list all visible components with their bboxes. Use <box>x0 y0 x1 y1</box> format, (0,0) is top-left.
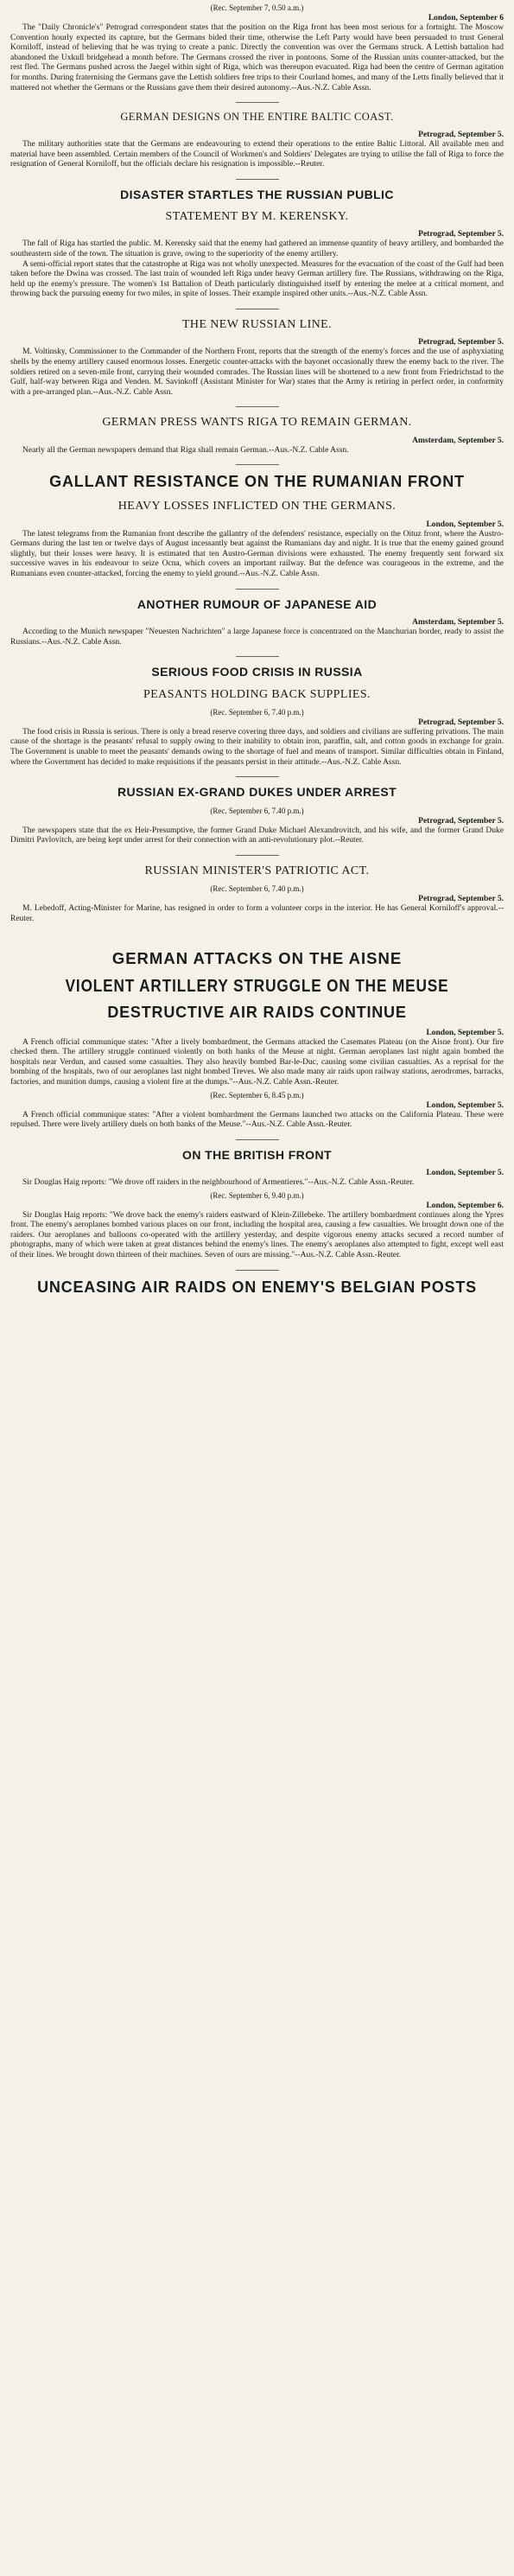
place-dateline: Petrograd, September 5. <box>418 895 504 904</box>
place-dateline: Petrograd, September 5. <box>418 717 504 727</box>
headline: GERMAN PRESS WANTS RIGA TO REMAIN GERMAN. <box>102 416 412 430</box>
place-dateline: Petrograd, September 5. <box>418 230 504 239</box>
article-paragraph: The military authorities state that the Germans are endeavouring to extend their operations to the entire Baltic Littoral. All available men and material have been assembled. Certain members of the Council of Workmen's and Soldiers' Delegates are trying to utilise the fall of Riga to force the resignation of General Korniloff, but the officials declare his resignation is impossible.--Reuter. <box>10 139 504 169</box>
place-dateline: London, September 5. <box>426 1169 504 1178</box>
headline: STATEMENT BY M. KERENSKY. <box>165 210 349 224</box>
headline: VIOLENT ARTILLERY STRUGGLE ON THE MEUSE <box>65 976 449 996</box>
headline: GERMAN ATTACKS ON THE AISNE <box>111 949 403 968</box>
article-paragraph: According to the Munich newspaper "Neuesten Nachrichten" a large Japanese force is concentrated on the Manchurian border, ready to assist the Russians.--Aus.-N.Z. Cable Assn. <box>10 627 504 647</box>
headline: ANOTHER RUMOUR OF JAPANESE AID <box>136 596 378 611</box>
place-dateline: Amsterdam, September 5. <box>412 617 504 627</box>
place-dateline: Amsterdam, September 5. <box>412 436 504 445</box>
place-dateline: London, September 5. <box>426 1028 504 1037</box>
article-paragraph: A semi-official report states that the catastrophe at Riga was not wholly unexpected. Measures for the evacuation of the coast of the Gulf had been taken before the Dwina was crossed. The last train of wounded left Riga under heavy German artillery fire. The Russians, withdrawing on the Riga, held up the enemy's pressure. The women's 1st Battalion of Death particularly distinguished itself by entering the melee at a critical moment, and throwing back the pursuing enemy for two miles, in spite of losses. Their example inspired other units.--Aus.-N.Z. Cable Assn. <box>10 259 504 299</box>
received-dateline: (Rec. September 6, 8.45 p.m.) <box>210 1090 304 1100</box>
headline: THE NEW RUSSIAN LINE. <box>181 318 333 332</box>
article-paragraph: The food crisis in Russia is serious. There is only a bread reserve covering three days, and soldiers and civilians are suffering privations. The main cause of the shortage is the peasants' refusal to supply owing to their inability to obtain iron, paraffin, salt, and cotton goods in exchange for grain. The Government is unable to meet the peasants' demands owing to the shortage of fuel and means of transport. Similar difficulties obtain in Finland, where the Government has decided to make requisitions if the peasants persist in their attitude.--Aus.-N.Z. Cable Assn. <box>10 727 504 767</box>
place-dateline: London, September 5. <box>426 520 504 529</box>
place-dateline: London, September 5. <box>426 1100 504 1110</box>
headline: PEASANTS HOLDING BACK SUPPLIES. <box>143 687 371 701</box>
article-paragraph: A French official communique states: "After a violent bombardment the Germans launched two attacks on the California Plateau. These were repulsed. There were lively artillery duels on both banks of the Meuse."--Aus.-N.Z. Cable Assn.-Reuter. <box>10 1110 504 1130</box>
received-dateline: (Rec. September 7, 0.50 a.m.) <box>210 3 304 12</box>
section-divider <box>236 179 279 180</box>
article-paragraph: Sir Douglas Haig reports: "We drove back the enemy's raiders eastward of Klein-Zillebeke. The artillery bombardment continues along the Ypres front. The enemy's aeroplanes bombed various places on our front, including the hospital area, causing a few casualties. We brought down one of the raiders. Our aeroplanes and balloons co-operated with the artillery yesterday, and despite vigorous enemy attacks secured a record number of photographs, many of which were taken at great distances behind the enemy's lines. The enemy's aeroplanes also attempted to fight, except well east of their lines. We brought down thirteen of their machines. Seven of ours are missing."--Aus.-N.Z. Cable Assn.-Reuter. <box>10 1210 504 1260</box>
article-paragraph: The newspapers state that the ex Heir-Presumptive, the former Grand Duke Michael Alexandrovitch, and his wife, and the former Grand Duke Dimitri Pavlovitch, are being kept under arrest for their connection with an anti-revolutionary plot.--Reuter. <box>10 826 504 845</box>
article-paragraph: Sir Douglas Haig reports: "We drove off raiders in the neighbourhood of Armentieres."--Aus.-N.Z. Cable Assn.-Reuter. <box>22 1178 415 1188</box>
headline: UNCEASING AIR RAIDS ON ENEMY'S BELGIAN POSTS <box>37 1278 477 1296</box>
received-dateline: (Rec. September 6, 7.40 p.m.) <box>210 884 304 894</box>
place-dateline: London, September 6 <box>428 14 504 22</box>
place-dateline: London, September 6. <box>426 1201 504 1210</box>
newspaper-page <box>10 0 504 1296</box>
article-paragraph: The fall of Riga has startled the public. M. Kerensky said that the enemy had gathered an immense quantity of heavy artillery, and bombarded the southeastern side of the town. The situation is grave, owing to the superiority of the enemy artillery. <box>10 239 504 259</box>
headline: RUSSIAN MINISTER'S PATRIOTIC ACT. <box>144 864 370 877</box>
article-paragraph: The latest telegrams from the Rumanian front describe the gallantry of the defenders' resistance, especially on the Oituz front, where the Austro-Germans during the last ten or twelve days of August incessantly beat against the Rumanians day and night. It is true that the enemy gained ground slightly, but their losses were heavy. It is estimated that ten Austro-German divisions were exhausted. The enemy frequently sent forward six successive waves in his endeavour to seize Ocna, which covers an important railway. But the defence was courageous in the extreme, and the Rumanians even counter-attacked, forcing the enemy to yield ground.--Aus.-N.Z. Cable Assn. <box>10 529 504 578</box>
headline: DESTRUCTIVE AIR RAIDS CONTINUE <box>107 1003 407 1021</box>
headline: DISASTER STARTLES THE RUSSIAN PUBLIC <box>120 187 394 201</box>
place-dateline: Petrograd, September 5. <box>418 130 504 139</box>
place-dateline: Petrograd, September 5. <box>418 338 504 348</box>
headline: GERMAN DESIGNS ON THE ENTIRE BALTIC COAST. <box>120 111 394 124</box>
headline: ON THE BRITISH FRONT <box>182 1147 332 1162</box>
section-divider <box>236 656 279 657</box>
headline: SERIOUS FOOD CRISIS IN RUSSIA <box>151 665 363 679</box>
section-divider <box>236 855 279 856</box>
section-divider <box>236 589 279 590</box>
received-dateline: (Rec. September 6, 7.40 p.m.) <box>210 707 304 717</box>
article-paragraph: M. Lebedoff, Acting-Minister for Marine, has resigned in order to form a volunteer corps in the interior. He has General Korniloff's approval.--Reuter. <box>10 904 504 923</box>
section-divider <box>236 1139 279 1140</box>
article-paragraph: The "Daily Chronicle's" Petrograd correspondent states that the position on the Riga front has been most serious for a fortnight. The Moscow Convention hourly expected its capture, but the Germans bided their time, otherwise the Left Party would have been persuaded to trust General Korniloff, instead of believing that he was trying to create a panic. Directly the convention was over the Germans struck. A Lettish battalion had abandoned the Uxkull bridgehead a month before. The Germans crossed the river in pontoons. Some of the Russian units counter-attacked, but the rest fled. The Germans pushed across the Jaegel within sight of Riga, which was thereupon evacuated. Riga had been the centre of German agitation for months. During fraternising the Germans gave the Lettish soldiers free trips to their Courland homes, and many of the Letts finally believed that it mattered not whether the Germans or the Russians gave them their desired autonomy.--Aus.-N.Z. Cable Assn. <box>10 23 504 92</box>
headline: RUSSIAN EX-GRAND DUKES UNDER ARREST <box>117 785 397 800</box>
section-gap <box>10 924 504 941</box>
article-paragraph: A French official communique states: "After a lively bombardment, the Germans attacked the Casemates Plateau (on the Aisne front). Our fire checked them. The artillery struggle continued violently on both banks of the Meuse at night. German aeroplanes last night again bombed the hospitals near Verdun, and caused some casualties. They also heavily bombed Bar-le-Duc, causing some civilian casualties. As a reprisal for the bombing of the hospitals, two of our aeroplanes last night bombed Treves. We also made many air raids upon railway stations, aerodromes, barracks, factories, and munition dumps, causing a violent fire at the dumps."--Aus.-N.Z. Cable Assn.-Reuter. <box>10 1037 504 1087</box>
article-paragraph: M. Voltinsky, Commissioner to the Commander of the Northern Front, reports that the strength of the enemy's forces and the use of asphyxiating shells by the enemy artillery caused enormous losses. Energetic counter-attacks with the bayonet occasionally threw the enemy back to the river. The soldiers retired on a seven-mile front, carrying their wounded comrades. The Russian lines will be shortened to a new front from Friedrichstad to the Gulf, half-way between Riga and Venden. M. Savinkoff (Assistant Minister for War) states that the Army is retiring in perfect order, in conformity with a pre-arranged plan.--Aus.-N.Z. Cable Assn. <box>10 348 504 397</box>
place-dateline: Petrograd, September 5. <box>418 816 504 826</box>
received-dateline: (Rec. September 6, 9.40 p.m.) <box>210 1190 304 1200</box>
section-divider <box>236 1270 279 1271</box>
section-divider <box>236 464 279 465</box>
headline: GALLANT RESISTANCE ON THE RUMANIAN FRONT <box>49 473 465 491</box>
article-paragraph: Nearly all the German newspapers demand that Riga shall remain German.--Aus.-N.Z. Cable Assn. <box>22 445 349 455</box>
section-divider <box>236 776 279 777</box>
section-divider <box>236 102 279 103</box>
headline: HEAVY LOSSES INFLICTED ON THE GERMANS. <box>117 500 397 513</box>
received-dateline: (Rec. September 6, 7.40 p.m.) <box>210 806 304 815</box>
section-divider <box>236 406 279 407</box>
